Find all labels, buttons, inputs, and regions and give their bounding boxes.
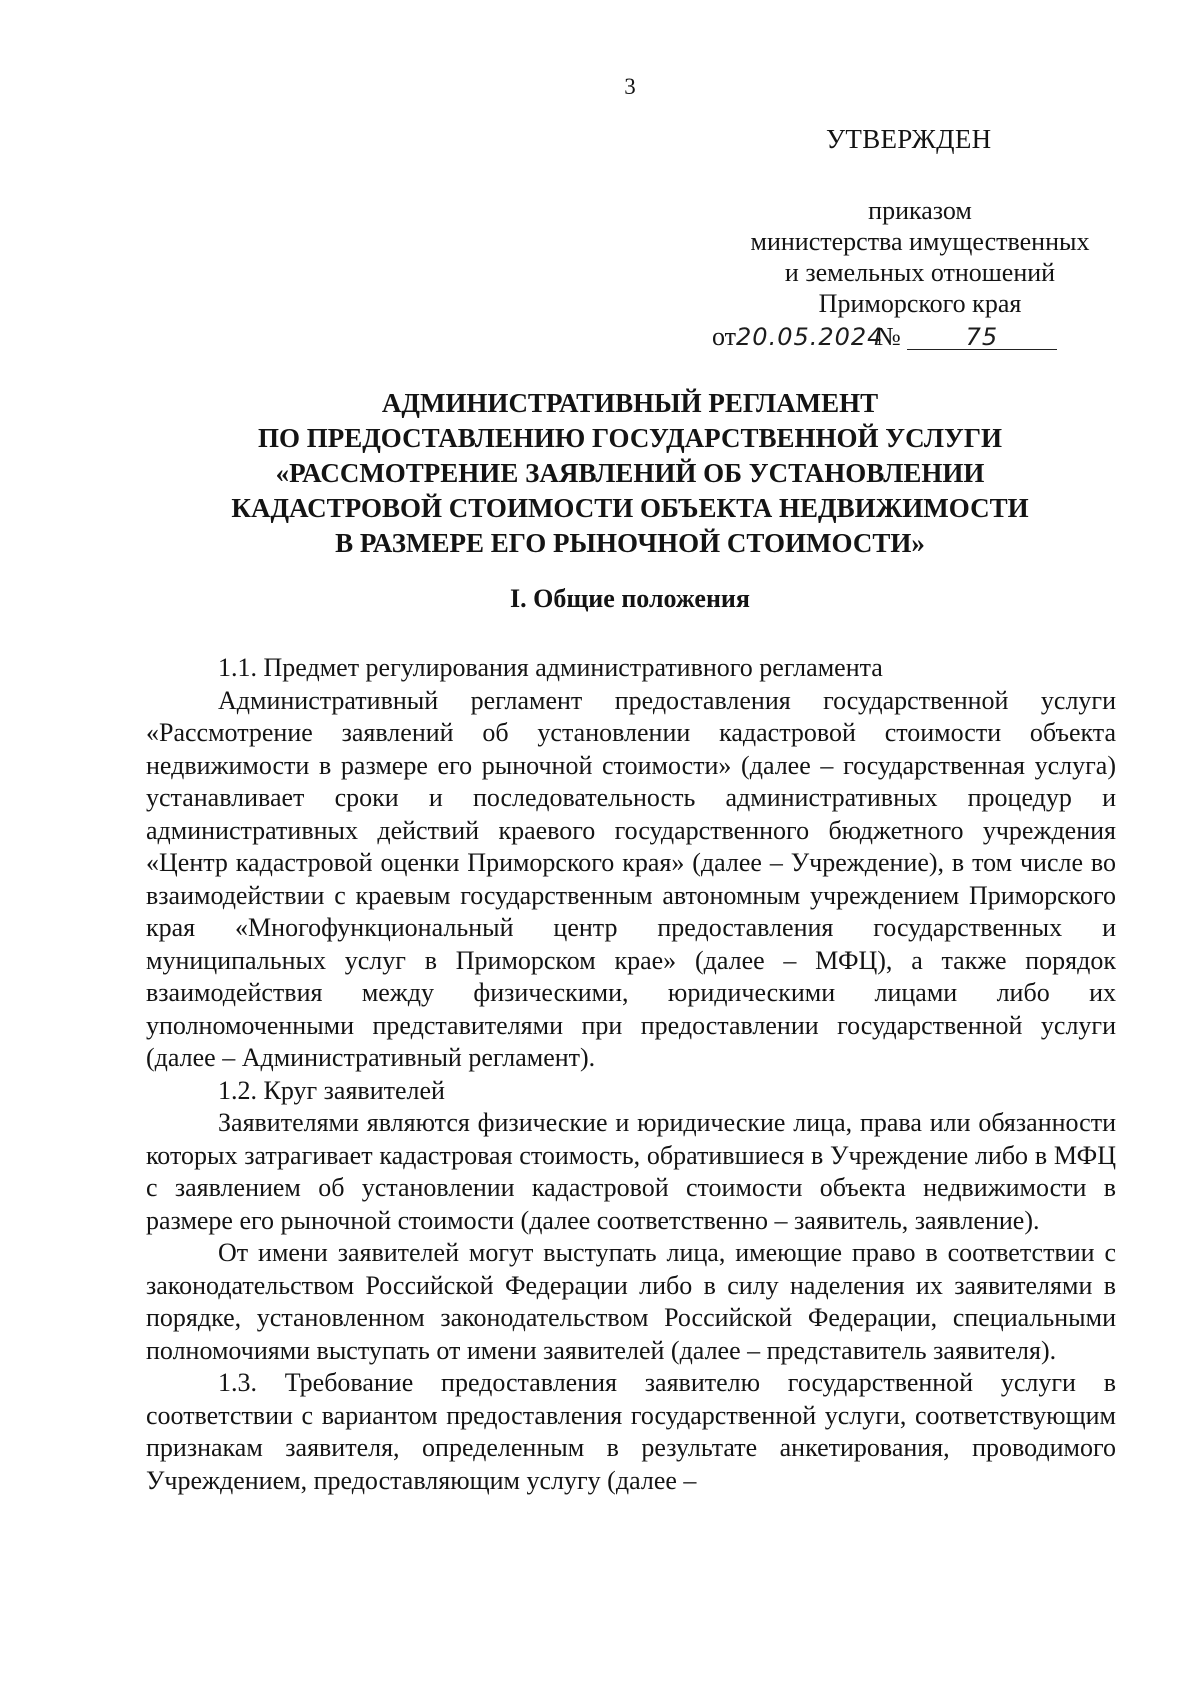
approval-line: и земельных отношений: [784, 258, 1056, 287]
section-heading: I. Общие положения: [510, 584, 750, 613]
order-date-number-line: [712, 322, 1112, 352]
paragraph: Административный регламент предоставления государственной услуги «Рассмотрение заявлений об установлении кадастровой стоимости объекта недвижимости в размере его рыночной стоимости» (далее – государственная услуга) устанавливает сроки и последовательность административных процедур и административных действий краевого государственного бюджетного учреждения «Центр кадастровой оценки Приморского края» (далее – Учреждение), в том числе во взаимодействии с краевым государственным автономным учреждением Приморского края «Многофункциональный центр предоставления государственных и муниципальных услуг в Приморском крае» (далее – МФЦ), а также порядок взаимодействия между физическими, юридическими лицами либо их уполномоченными представителями при предоставлении государственной услуги (далее – Административный регламент).: [146, 685, 1116, 1072]
title-line: «РАССМОТРЕНИЕ ЗАЯВЛЕНИЙ ОБ УСТАНОВЛЕНИИ: [275, 458, 985, 488]
handwritten-number: 75: [907, 325, 1057, 350]
title-line: ПО ПРЕДОСТАВЛЕНИЮ ГОСУДАРСТВЕННОЙ УСЛУГИ: [257, 423, 1003, 453]
title-line: В РАЗМЕРЕ ЕГО РЫНОЧНОЙ СТОИМОСТИ»: [335, 528, 925, 558]
subsection-heading: 1.1. Предмет регулирования административного регламента: [218, 653, 883, 682]
title-line: АДМИНИСТРАТИВНЫЙ РЕГЛАМЕНТ: [381, 388, 879, 418]
page-number: 3: [624, 74, 636, 99]
approval-block: [700, 195, 1140, 319]
approval-line: министерства имущественных: [750, 227, 1090, 256]
number-prefix: №: [876, 322, 901, 351]
paragraph: Заявителями являются физические и юридические лица, права или обязанности которых затрагивает кадастровая стоимость, обратившиеся в Учреждение либо в МФЦ с заявлением об установлении кадастровой стоимости объекта недвижимости в размере его рыночной стоимости (далее соответственно – заявитель, заявление).: [146, 1108, 1116, 1235]
handwritten-date: 20.05.2024: [736, 323, 884, 351]
title-line: КАДАСТРОВОЙ СТОИМОСТИ ОБЪЕКТА НЕДВИЖИМОСТИ: [231, 493, 1029, 523]
body-text: [146, 652, 1116, 1497]
subsection-heading: 1.2. Круг заявителей: [218, 1075, 445, 1105]
paragraph: 1.3. Требование предоставления заявителю государственной услуги в соответствии с вариантом предоставления государственной услуги, соответствующим признакам заявителя, определенным в результате анкетирования, проводимого Учреждением, предоставляющим услугу (далее –: [146, 1368, 1116, 1495]
approval-line: Приморского края: [818, 289, 1022, 318]
paragraph: От имени заявителей могут выступать лица, имеющие право в соответствии с законодательством Российской Федерации либо в силу наделения их заявителями в порядке, установленном законодательством Российской Федерации, специальными полномочиями выступать от имени заявителей (далее – представитель заявителя).: [146, 1238, 1116, 1365]
approval-title: УТВЕРЖДЕН: [826, 124, 992, 154]
document-title: [130, 386, 1130, 561]
approval-line: приказом: [868, 196, 972, 225]
date-prefix: от: [712, 322, 737, 351]
